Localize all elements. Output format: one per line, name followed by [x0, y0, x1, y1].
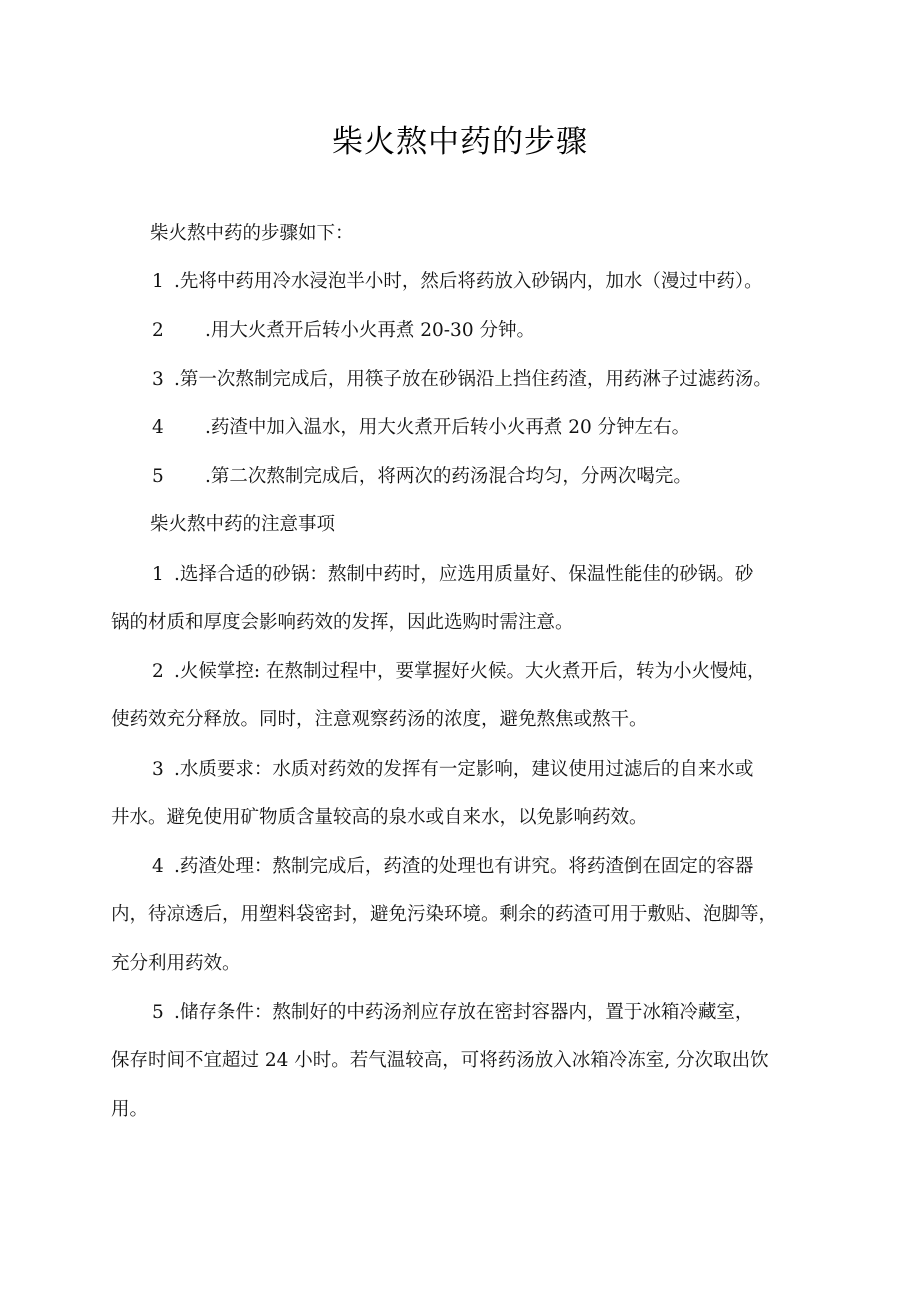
- step-text: .第一次熬制完成后，用筷子放在砂锅沿上挡住药渣，用药淋子过滤药汤。: [174, 369, 772, 390]
- step-number: 3: [152, 369, 164, 390]
- note-number: 4: [152, 856, 164, 877]
- note-continuation: 保存时间不宜超过 24 小时。若气温较高，可将药汤放入冰箱冷冻室, 分次取出饮: [111, 1050, 769, 1071]
- note-continuation: 井水。避免使用矿物质含量较高的泉水或自来水，以免影响药效。: [111, 807, 648, 828]
- step-item-4: [152, 415, 690, 441]
- step-text: .用大火煮开后转小火再煮 20-30 分钟。: [205, 320, 535, 341]
- note-number: 1: [152, 564, 164, 585]
- note-continuation: 内，待凉透后，用塑料袋密封，避免污染环境。剩余的药渣可用于敷贴、泡脚等，: [111, 904, 778, 925]
- notes-heading: 柴火熬中药的注意事项: [150, 514, 336, 535]
- steps-intro: 柴火熬中药的步骤如下：: [150, 223, 354, 244]
- note-item-1: [152, 562, 753, 588]
- note-continuation: 使药效充分释放。同时，注意观察药汤的浓度，避免熬焦或熬干。: [111, 709, 648, 730]
- step-number: 4: [152, 417, 164, 438]
- step-item-1: [152, 269, 763, 295]
- note-continuation: 用。: [111, 1099, 149, 1120]
- page-title: 柴火熬中药的步骤: [332, 124, 588, 160]
- step-number: 1: [152, 271, 164, 292]
- note-item-4: [152, 854, 753, 880]
- note-text-line: .选择合适的砂锅：熬制中药时，应选用质量好、保温性能佳的砂锅。砂: [174, 564, 754, 585]
- step-item-3: [152, 367, 772, 393]
- note-text-line: .药渣处理：熬制完成后，药渣的处理也有讲究。将药渣倒在固定的容器: [174, 856, 754, 877]
- step-item-5: [152, 464, 692, 490]
- note-text-line: .储存条件：熬制好的中药汤剂应存放在密封容器内，置于冰箱冷藏室，: [174, 1002, 754, 1023]
- step-text: .药渣中加入温水，用大火煮开后转小火再煮 20 分钟左右。: [205, 417, 691, 438]
- step-number: 2: [152, 320, 164, 341]
- note-item-3: [152, 757, 753, 783]
- note-number: 5: [152, 1002, 164, 1023]
- note-item-5: [152, 1000, 753, 1026]
- note-text-line: .水质要求：水质对药效的发挥有一定影响，建议使用过滤后的自来水或: [174, 759, 754, 780]
- step-text: .先将中药用冷水浸泡半小时，然后将药放入砂锅内，加水（漫过中药）。: [174, 271, 763, 292]
- note-number: 3: [152, 759, 164, 780]
- note-continuation: 充分利用药效。: [111, 953, 241, 974]
- step-item-2: [152, 318, 535, 344]
- step-number: 5: [152, 466, 164, 487]
- note-continuation: 锅的材质和厚度会影响药效的发挥，因此选购时需注意。: [111, 612, 574, 633]
- step-text: .第二次熬制完成后，将两次的药汤混合均匀，分两次喝完。: [205, 466, 692, 487]
- note-text-line: .火候掌控: 在熬制过程中，要掌握好火候。大火煮开后，转为小火慢炖，: [174, 661, 766, 682]
- note-number: 2: [152, 661, 164, 682]
- note-item-2: [152, 659, 766, 685]
